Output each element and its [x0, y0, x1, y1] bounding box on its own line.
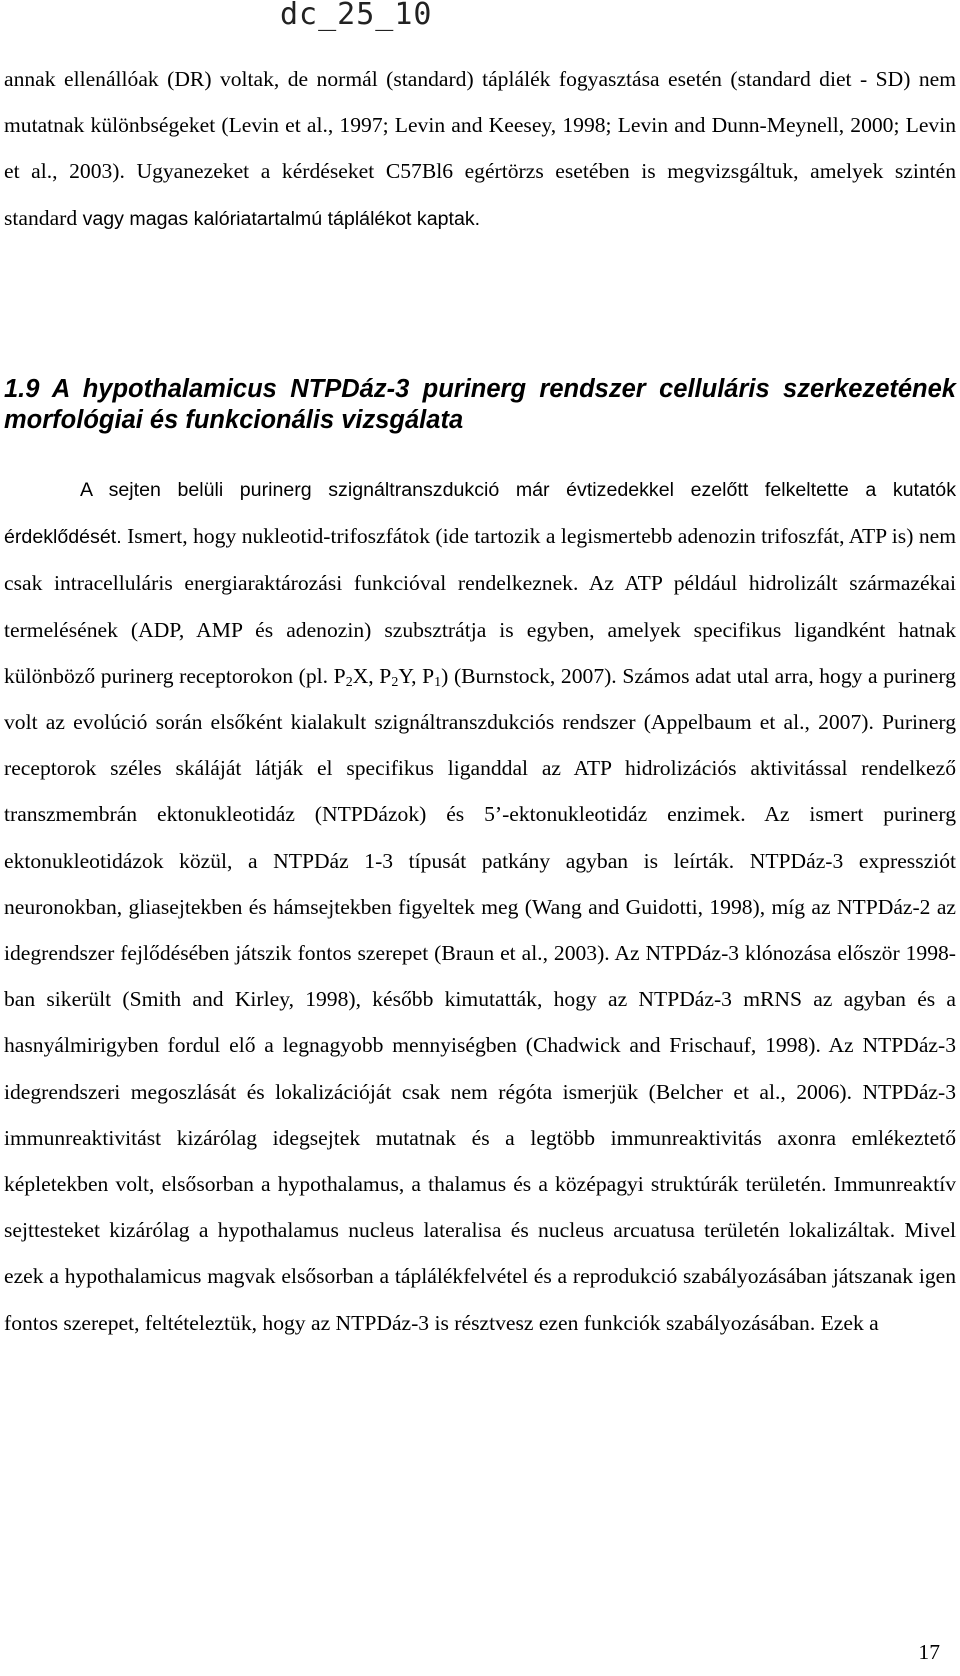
receptor-p1: $P_1$ [422, 663, 442, 690]
receptor-p2y: $P_2Y$, [379, 663, 423, 690]
receptor-p2x: $P_2X$, [333, 663, 380, 690]
intro-text-part-1: annak ellenállóak (DR) voltak, de normál (standard) táplálék fogyasztása esetén (standard diet - SD) nem mutatnak különbségeket (Levin et al., 1997; Levin and Keesey, 1998; Levin and Dunn-Meynell, 2000; Levin et al., 2003). Ugyanezeket a kérdéseket C57Bl6 egértörzs esetében is megvizsgáltuk, amelyek szintén standard [4, 67, 956, 230]
document-code-header: dc_25_10 [280, 0, 433, 32]
section-heading: 1.9 A hypothalamicus NTPDáz-3 purinerg rendszer celluláris szerkezetének morfológiai és funkcionális vizsgálata [4, 375, 956, 434]
intro-text-part-2: vagy magas kalóriatartalmú táplálékot kaptak. [82, 207, 481, 230]
main-text-sentence-3: ) (Burnstock, 2007). Számos adat utal arra, hogy a purinerg volt az evolúció során elsőként kialakult szignáltranszdukciós rendszer (Appelbaum et al., 2007). Purinerg receptorok széles skáláját látják el specifikus liganddal az ATP hidrolizációs aktivitással rendelkező transzmembrán ektonukleotidáz (NTPDázok) és 5’-ektonukleotidáz enzimek. Az ismert purinerg ektonukleotidázok közül, a NTPDáz 1-3 típusát patkány agyban is leírták. NTPDáz-3 expressziót neuronokban, gliasejtekben és hámsejtekben figyeltek meg (Wang and Guidotti, 1998), míg az NTPDáz-2 az idegrendszer fejlődésében játszik fontos szerepet (Braun et al., 2003). Az NTPDáz-3 klónozása először 1998-ban sikerült (Smith and Kirley, 1998), később kimutatták, hogy az NTPDáz-3 mRNS az agyban és a hasnyálmirigyben fordul elő a legnagyobb mennyiségben (Chadwick and Frischauf, 1998). Az NTPDáz-3 idegrendszeri megoszlását és lokalizációját csak nem régóta ismerjük (Belcher et al., 2006). NTPDáz-3 immunreaktivitást kizárólag idegsejtek mutatnak és a legtöbb immunreaktivitás axonra emlékeztető képletekben volt, elsősorban a hypothalamus, a thalamus és a középagyi struktúrák területén. Immunreaktív sejttesteket kizárólag a hypothalamus nucleus lateralisa és nucleus arcuatusa területén lokalizáltak. Mivel ezek a hypothalamicus magvak elsősorban a táplálékfelvétel és a reprodukció szabályozásában játszanak igen fontos szerepet, feltételeztük, hogy az NTPDáz-3 is résztvesz ezen funkciók szabályozásában. Ezek a [4, 663, 956, 1335]
main-text-sentence-2: Ismert, hogy nukleotid-trifoszfátok (ide tartozik a legismertebb adenozin trifoszfát, ATP is) nem csak intracelluláris energiaraktározási funkcióval rendelkeznek. Az ATP például hidrolizált származékai termelésének (ADP, AMP és adenozin) szubsztrátja is egyben, amelyek specifikus ligandként hatnak különböző purinerg receptorokon (pl. [4, 524, 956, 688]
main-paragraph [4, 466, 956, 1346]
main-text-sentence-1: A sejten belüli purinerg szignáltranszdukció már évtizedekkel ezelőtt felkeltette a kutatók érdeklődését. [4, 479, 956, 549]
intro-paragraph [4, 56, 956, 242]
page-number: 17 [918, 1640, 940, 1664]
